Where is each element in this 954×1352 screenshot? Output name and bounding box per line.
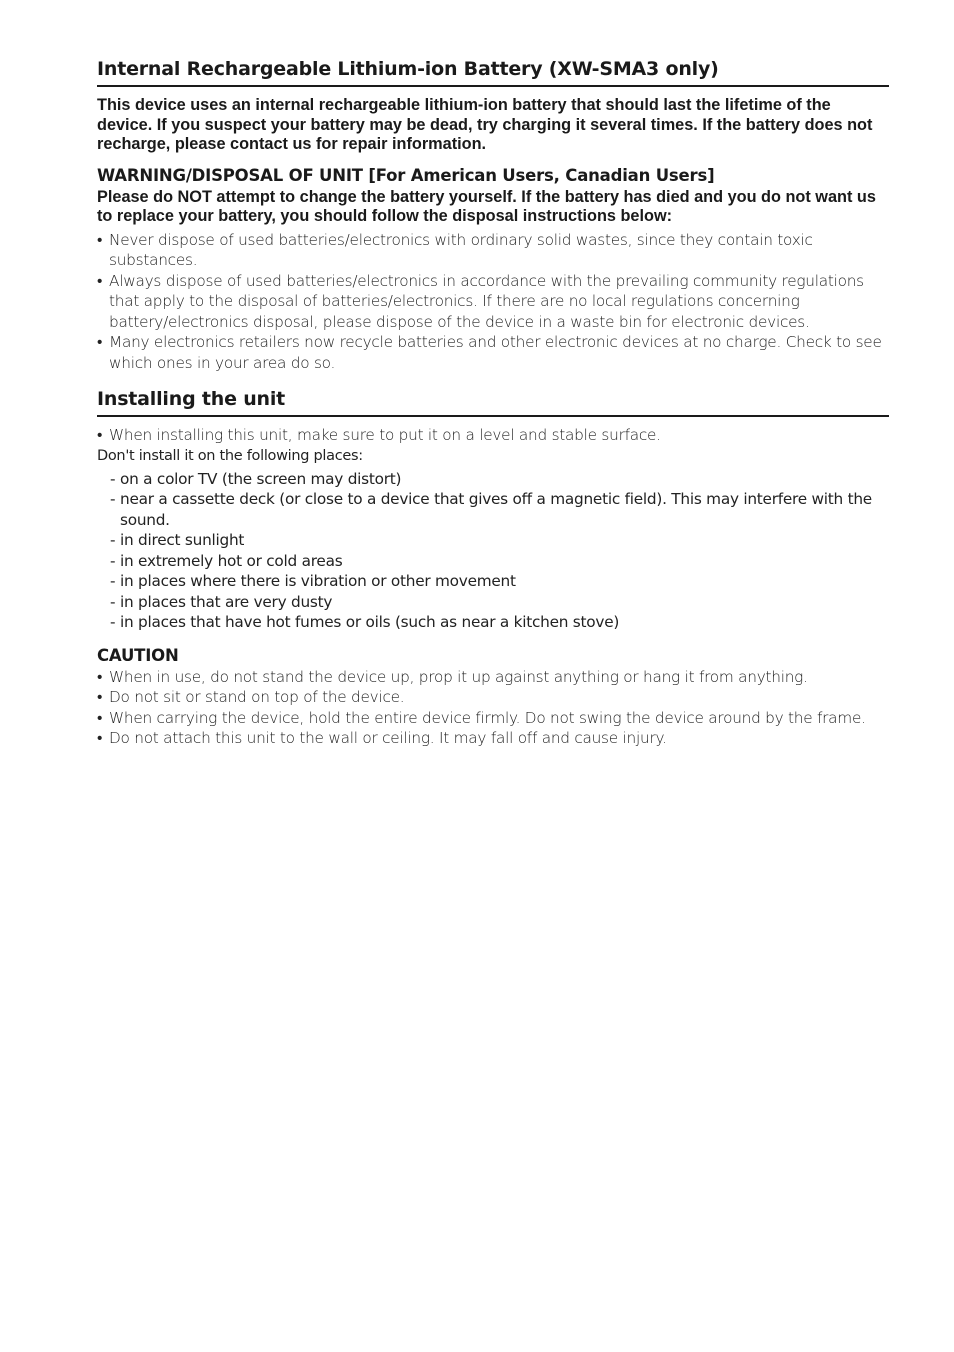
place-text: on a color TV (the screen may distort) — [120, 469, 402, 488]
battery-intro-paragraph: This device uses an internal rechargeable lithium-ion battery that should last the lifetime of the device. If you suspect your battery may be dead, try charging it several times. If the battery does not recharge, please contact us for repair information. — [97, 96, 873, 153]
warning-disposal-paragraph: Please do NOT attempt to change the battery yourself. If the battery has died and you do not want us to replace your battery, you should follow the disposal instructions below: — [97, 187, 876, 225]
installing-section-heading: Installing the unit — [97, 386, 889, 417]
caution-bullet-item — [97, 667, 889, 688]
dash-glyph: - — [110, 490, 116, 508]
caution-bullet-list — [97, 667, 889, 749]
caution-heading: CAUTION — [97, 645, 179, 665]
bullet-glyph: • — [97, 271, 103, 290]
installing-places-intro: Don't install it on the following places: — [97, 447, 363, 464]
place-item — [110, 571, 889, 592]
place-text: near a cassette deck (or close to a device that gives off a magnetic field). This may interfere with the sound. — [120, 490, 872, 529]
disposal-bullet-item — [97, 332, 889, 373]
place-text: in places that have hot fumes or oils (such as near a kitchen stove) — [120, 613, 620, 631]
disposal-bullet-list — [97, 230, 889, 374]
battery-section-heading: Internal Rechargeable Lithium-ion Battery (XW-SMA3 only) — [97, 56, 889, 87]
warning-disposal-heading: WARNING/DISPOSAL OF UNIT [For American Users, Canadian Users] — [97, 165, 715, 185]
installing-places-list — [97, 469, 889, 633]
bullet-glyph: • — [97, 426, 103, 444]
bullet-glyph: • — [97, 688, 103, 706]
disposal-bullet-text: Always dispose of used batteries/electronics in accordance with the prevailing community regulations that apply to the disposal of batteries/electronics. If there are no local regulations concerning battery/electronics disposal, please dispose of the device in a waste bin for electronic devices. — [109, 271, 864, 331]
bullet-glyph: • — [97, 333, 103, 351]
place-text: in direct sunlight — [120, 531, 245, 549]
bullet-glyph: • — [97, 230, 103, 249]
bullet-glyph: • — [97, 729, 103, 747]
dash-glyph: - — [110, 572, 116, 590]
disposal-bullet-text: Many electronics retailers now recycle batteries and other electronic devices at no charge. Check to see which ones in your area do so. — [109, 333, 882, 372]
place-item — [110, 592, 889, 613]
installing-bullet-text: When installing this unit, make sure to put it on a level and stable surface. — [109, 426, 661, 444]
caution-bullet-text: When in use, do not stand the device up, prop it up against anything or hang it from anything. — [109, 667, 808, 686]
installing-bullet-list — [97, 425, 889, 446]
dash-glyph: - — [110, 551, 116, 570]
installing-bullet-item — [97, 425, 889, 446]
dash-glyph: - — [110, 613, 116, 631]
caution-bullet-text: When carrying the device, hold the entire device firmly. Do not swing the device around by the frame. — [109, 708, 866, 727]
caution-bullet-item — [97, 708, 889, 729]
bullet-glyph: • — [97, 708, 103, 727]
bullet-glyph: • — [97, 667, 103, 686]
place-item — [110, 489, 889, 530]
disposal-bullet-text: Never dispose of used batteries/electronics with ordinary solid wastes, since they contain toxic substances. — [109, 230, 813, 269]
caution-bullet-text: Do not sit or stand on top of the device. — [109, 688, 405, 706]
dash-glyph: - — [110, 592, 116, 611]
place-text: in places where there is vibration or other movement — [120, 572, 516, 590]
dash-glyph: - — [110, 469, 116, 488]
dash-glyph: - — [110, 531, 116, 549]
place-item — [110, 469, 889, 490]
caution-bullet-item — [97, 687, 889, 708]
caution-bullet-item — [97, 728, 889, 749]
caution-bullet-text: Do not attach this unit to the wall or ceiling. It may fall off and cause injury. — [109, 729, 667, 747]
place-item — [110, 551, 889, 572]
place-text: in places that are very dusty — [120, 592, 333, 611]
disposal-bullet-item — [97, 271, 889, 333]
disposal-bullet-item — [97, 230, 889, 271]
place-text: in extremely hot or cold areas — [120, 551, 343, 570]
place-item — [110, 530, 889, 551]
document-page — [97, 56, 889, 749]
place-item — [110, 612, 889, 633]
